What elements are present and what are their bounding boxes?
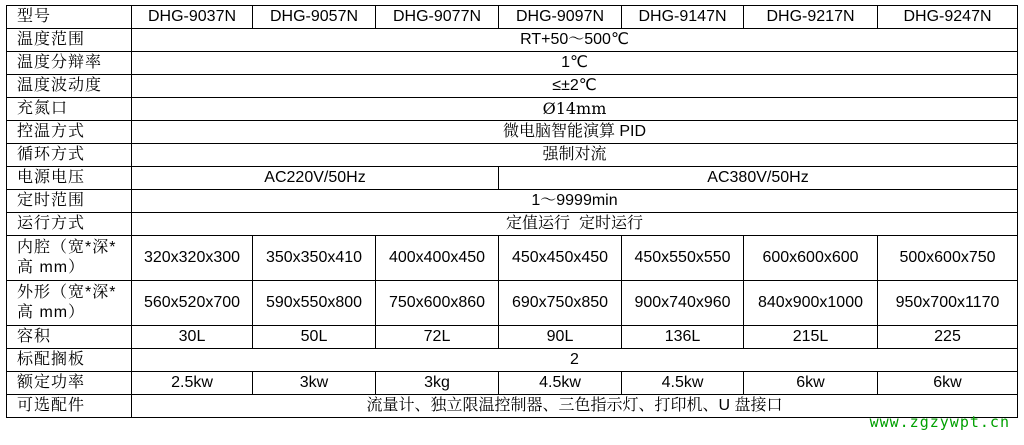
spec-value: 30L (132, 326, 253, 349)
row-volume (7, 326, 1018, 349)
spec-value: 215L (744, 326, 878, 349)
spec-value: 136L (622, 326, 744, 349)
model-cell: DHG-9057N (253, 6, 376, 29)
model-cell: DHG-9247N (878, 6, 1018, 29)
row-label: 外形（宽*深*高 mm） (7, 281, 132, 326)
spec-value: 定值运行 定时运行 (132, 213, 1018, 236)
row-label: 标配搁板 (7, 349, 132, 372)
spec-value: 50L (253, 326, 376, 349)
row-inner-size (7, 236, 1018, 281)
spec-value: 400x400x450 (376, 236, 499, 281)
row-label: 额定功率 (7, 372, 132, 395)
spec-value: 450x450x450 (499, 236, 622, 281)
spec-value: 1℃ (132, 52, 1018, 75)
row-temp-resolution (7, 52, 1018, 75)
spec-value: RT+50～500℃ (132, 29, 1018, 52)
spec-value: 2.5kw (132, 372, 253, 395)
row-label: 循环方式 (7, 144, 132, 167)
row-shelves (7, 349, 1018, 372)
row-label: 容积 (7, 326, 132, 349)
spec-value: 500x600x750 (878, 236, 1018, 281)
spec-value: AC380V/50Hz (499, 167, 1018, 190)
row-label: 运行方式 (7, 213, 132, 236)
header-row (7, 6, 1018, 29)
model-cell: DHG-9147N (622, 6, 744, 29)
spec-value: 72L (376, 326, 499, 349)
spec-value: 840x900x1000 (744, 281, 878, 326)
spec-value: 750x600x860 (376, 281, 499, 326)
row-label: 控温方式 (7, 121, 132, 144)
row-label: 电源电压 (7, 167, 132, 190)
spec-table (6, 5, 1018, 418)
spec-value: 600x600x600 (744, 236, 878, 281)
spec-value: 690x750x850 (499, 281, 622, 326)
model-cell: DHG-9097N (499, 6, 622, 29)
spec-value: 90L (499, 326, 622, 349)
row-optional-parts (7, 395, 1018, 418)
row-rated-power (7, 372, 1018, 395)
model-cell: DHG-9037N (132, 6, 253, 29)
row-control-mode (7, 121, 1018, 144)
spec-value: 3kg (376, 372, 499, 395)
spec-value: 流量计、独立限温控制器、三色指示灯、打印机、U 盘接口 (132, 395, 1018, 418)
spec-value: 450x550x550 (622, 236, 744, 281)
spec-value: 320x320x300 (132, 236, 253, 281)
row-temp-fluctuation (7, 75, 1018, 98)
spec-value: 3kw (253, 372, 376, 395)
header-label: 型号 (7, 6, 132, 29)
watermark: www.zgzywpt.cn (869, 413, 1010, 431)
spec-value: 560x520x700 (132, 281, 253, 326)
row-label: 定时范围 (7, 190, 132, 213)
spec-value: 225 (878, 326, 1018, 349)
row-operation-mode (7, 213, 1018, 236)
row-outer-size (7, 281, 1018, 326)
spec-value: 950x700x1170 (878, 281, 1018, 326)
spec-value: 900x740x960 (622, 281, 744, 326)
spec-value: 强制对流 (132, 144, 1018, 167)
row-timer-range (7, 190, 1018, 213)
row-label: 内腔（宽*深*高 mm） (7, 236, 132, 281)
row-circulation (7, 144, 1018, 167)
spec-value: 4.5kw (622, 372, 744, 395)
spec-value: 微电脑智能演算 PID (132, 121, 1018, 144)
row-label: 温度范围 (7, 29, 132, 52)
row-label: 温度波动度 (7, 75, 132, 98)
spec-value: AC220V/50Hz (132, 167, 499, 190)
row-power-supply (7, 167, 1018, 190)
row-label: 充氮口 (7, 98, 132, 121)
spec-value: 350x350x410 (253, 236, 376, 281)
row-nitrogen-port (7, 98, 1018, 121)
spec-value: 4.5kw (499, 372, 622, 395)
row-temp-range (7, 29, 1018, 52)
model-cell: DHG-9077N (376, 6, 499, 29)
spec-value: 590x550x800 (253, 281, 376, 326)
spec-value: 2 (132, 349, 1018, 372)
model-cell: DHG-9217N (744, 6, 878, 29)
spec-value: 6kw (744, 372, 878, 395)
spec-value: Ø14mm (132, 98, 1018, 121)
spec-value: ≤±2℃ (132, 75, 1018, 98)
row-label: 温度分辩率 (7, 52, 132, 75)
spec-value: 1～9999min (132, 190, 1018, 213)
spec-value: 6kw (878, 372, 1018, 395)
row-label: 可选配件 (7, 395, 132, 418)
